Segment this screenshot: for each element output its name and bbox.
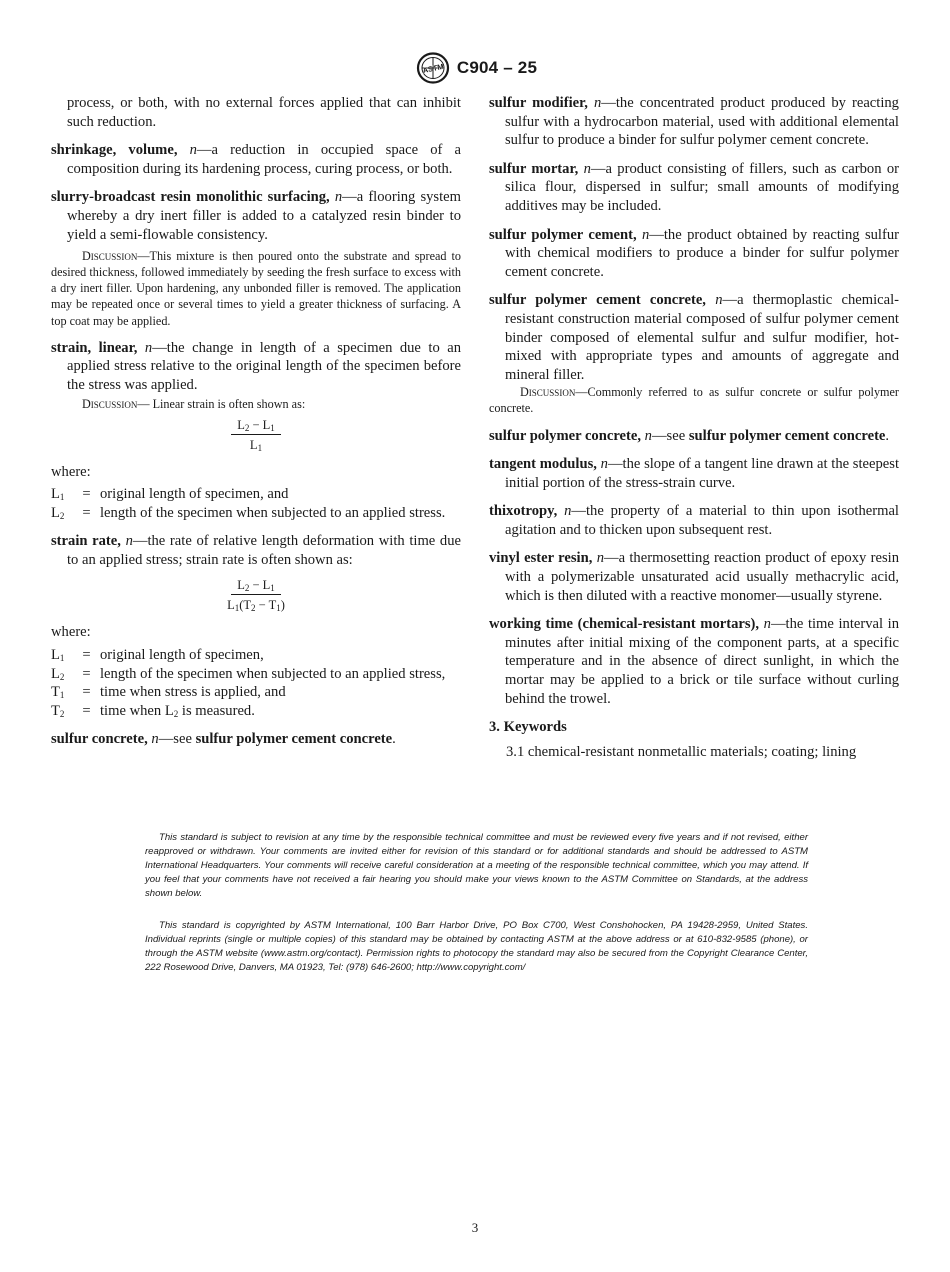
term-entry-sulfur-polymer-cement — [489, 226, 899, 282]
term-entry-shrinkage-volume — [51, 141, 461, 178]
formula-numerator: $L_2 - L_1$ — [231, 417, 281, 435]
part-of-speech: n — [144, 339, 153, 356]
definition: —a thermosetting reaction product of epoxy resin with a polymerizable unsaturated acid usually methacrylic acid, which is then diluted with a reactive monomer—usually styrene. — [505, 550, 899, 604]
part-of-speech: n — [151, 731, 159, 748]
term: shrinkage, volume, — [51, 142, 178, 159]
term-entry-strain-rate — [51, 532, 461, 569]
discussion-text: —Commonly referred to as sulfur concrete or sulfur polymer concrete. — [489, 385, 899, 416]
continued-paragraph: process, or both, with no external forces applied that can inhibit such reduction. — [67, 95, 461, 130]
symbol: $T_2$ — [51, 702, 65, 719]
definition: —the change in length of a specimen due to an applied stress relative to the original length of the specimen before the stress was applied. — [67, 339, 461, 393]
part-of-speech: n — [334, 189, 343, 206]
page-header — [0, 52, 950, 84]
definition: —the concentrated product produced by reacting sulfur with a hydrocarbon material, used with additional elemental sulfur to produce a binder for sulfur polymer cement concrete. — [505, 95, 899, 149]
term-entry-thixotropy — [489, 502, 899, 539]
term-entry-sulfur-mortar — [489, 160, 899, 216]
discussion-note — [51, 248, 461, 328]
definition: —the product obtained by reacting sulfur with chemical modifiers to produce a binder for sulfur polymer cement concrete. — [505, 226, 899, 280]
left-column — [51, 94, 461, 759]
symbol-definition: original length of specimen, and — [100, 486, 289, 503]
symbol-definition: time when stress is applied, and — [100, 684, 286, 701]
part-of-speech: n — [763, 616, 771, 633]
definition-row — [51, 665, 461, 684]
part-of-speech: n — [644, 427, 652, 444]
term: tangent modulus, — [489, 456, 597, 473]
section-heading-keywords: 3. Keywords — [489, 719, 567, 736]
symbol-definition: original length of specimen, — [100, 647, 264, 664]
part-of-speech: n — [641, 226, 650, 243]
see-text: —see — [158, 731, 196, 748]
discussion-note — [489, 384, 899, 416]
discussion-note — [51, 396, 461, 412]
term-entry-sulfur-concrete: sulfur concrete, n—see sulfur polymer cement concrete. — [51, 731, 396, 748]
definition-row — [51, 485, 461, 504]
part-of-speech: n — [583, 160, 591, 177]
term: slurry-broadcast resin monolithic surfacing, — [51, 189, 330, 206]
term-entry-sulfur-polymer-cement-concrete — [489, 291, 899, 384]
term: sulfur polymer cement concrete, — [489, 292, 706, 309]
term: sulfur mortar, — [489, 160, 579, 177]
term: strain rate, — [51, 533, 121, 550]
discussion-text: — Linear strain is often shown as: — [137, 397, 306, 412]
term-entry-sulfur-modifier — [489, 94, 899, 150]
part-of-speech: n — [125, 533, 133, 550]
definition-row — [51, 702, 461, 721]
definition: —the slope of a tangent line drawn at the steepest initial portion of the stress-strain curve. — [505, 456, 899, 491]
term-entry-sulfur-polymer-concrete: sulfur polymer concrete, n—see sulfur polymer cement concrete. — [489, 427, 890, 444]
definition-row — [51, 683, 461, 702]
term: working time (chemical-resistant mortars), — [489, 616, 760, 633]
definition: —a thermoplastic chemical-resistant construction material composed of sulfur polymer cement binder composed of elemental sulfur and sulfur modifier, hot-mixed with appropriate types and amounts of aggregate and mineral filler. — [505, 292, 899, 383]
linear-strain-formula — [51, 417, 461, 453]
term: sulfur concrete, — [51, 731, 148, 748]
term-entry-slurry-broadcast — [51, 188, 461, 244]
term-entry-strain-linear — [51, 339, 461, 395]
discussion-label: Discussion — [82, 397, 138, 412]
term-entry-tangent-modulus — [489, 455, 899, 492]
formula-denominator: $L_1$ — [249, 437, 263, 453]
equals: = — [82, 486, 91, 503]
part-of-speech: n — [596, 550, 604, 567]
symbol-definition: time when $L_2$ is measured. — [100, 702, 255, 719]
formula-denominator: $L_1(T_2 - T_1)$ — [227, 598, 285, 614]
symbol: $L_2$ — [51, 665, 65, 682]
formula-numerator: $L_2 - L_1$ — [231, 577, 281, 595]
definition: —the property of a material to thin upon isothermal agitation and to thicken upon subsequent rest. — [505, 503, 899, 538]
symbol: $L_2$ — [51, 504, 65, 521]
term: sulfur polymer cement, — [489, 226, 637, 243]
part-of-speech: n — [189, 142, 197, 159]
cross-reference: sulfur polymer cement concrete — [688, 427, 886, 444]
discussion-label: Discussion — [520, 385, 576, 400]
symbol: $L_1$ — [51, 647, 65, 664]
variable-definitions — [51, 646, 461, 720]
equals: = — [82, 504, 91, 521]
definition: —the rate of relative length deformation with time due to an applied stress; strain rate is often shown as: — [67, 533, 461, 568]
term: sulfur modifier, — [489, 95, 588, 111]
revision-notice: This standard is subject to revision at any time by the responsible technical committee and must be reviewed every five years and if not revised, either reapproved or withdrawn. Your comments are invited either for revision of this standard or for additional standards and should be addressed to ASTM International Headquarters. Your comments will receive careful consideration at a meeting of the responsible technical committee, which you may attend. If you feel that your comments have not received a fair hearing you should make your views known to the ASTM Committee on Standards, at the address shown below. — [145, 832, 808, 899]
definition: —the time interval in minutes after initial mixing of the component parts, at a specific temperature and in the absence of direct sunlight, in which the mortar may be applied to a brick or tile surface without curling behind the trowel. — [505, 616, 899, 707]
term: sulfur polymer concrete, — [489, 427, 641, 444]
equals: = — [82, 647, 91, 664]
keywords-text: 3.1 chemical-resistant nonmetallic materials; coating; lining — [506, 743, 857, 760]
page-number: 3 — [471, 1220, 479, 1235]
term: thixotropy, — [489, 503, 558, 520]
copyright-notice: This standard is copyrighted by ASTM International, 100 Barr Harbor Drive, PO Box C700, West Conshohocken, PA 19428-2959, United States. Individual reprints (single or multiple copies) of this standard may be obtained by contacting ASTM at the above address or at 610-832-9585 (phone), or through the ASTM website (www.astm.org/contact). Permission rights to photocopy the standard may also be secured from the Copyright Clearance Center, 222 Rosewood Drive, Danvers, MA 01923, Tel: (978) 646-2600; http://www.copyright.com/ — [145, 920, 808, 973]
symbol: $L_1$ — [51, 486, 65, 503]
symbol-definition: length of the specimen when subjected to an applied stress. — [100, 504, 446, 521]
part-of-speech: n — [600, 456, 608, 473]
symbol: $T_1$ — [51, 684, 65, 701]
astm-logo-icon — [413, 52, 453, 84]
right-column — [489, 94, 899, 761]
symbol-definition: length of the specimen when subjected to an applied stress, — [100, 665, 446, 682]
equals: = — [82, 702, 91, 719]
term-entry-working-time — [489, 615, 899, 708]
cross-reference: sulfur polymer cement concrete — [195, 731, 393, 748]
part-of-speech: n — [715, 292, 723, 309]
part-of-speech: n — [593, 95, 602, 111]
equals: = — [82, 665, 91, 682]
variable-definitions — [51, 485, 461, 522]
part-of-speech: n — [564, 503, 572, 520]
definition: —a flooring system whereby a dry inert filler is added to a catalyzed resin binder to yield a semi-flowable consistency. — [67, 189, 461, 243]
where-label: where: — [51, 463, 91, 480]
term-entry-vinyl-ester-resin — [489, 549, 899, 605]
term: strain, linear, — [51, 339, 138, 356]
strain-rate-formula — [51, 577, 461, 613]
logo-text: ASTM — [421, 61, 445, 76]
definition-row — [51, 646, 461, 665]
where-label: where: — [51, 624, 91, 641]
see-text: —see — [651, 427, 689, 444]
definition: —a product consisting of fillers, such as carbon or silica flour, dispersed in sulfur; small amounts of modifying additives may be included. — [505, 160, 900, 214]
discussion-label: Discussion — [82, 249, 138, 264]
standard-designation: C904 – 25 — [456, 58, 538, 77]
equals: = — [82, 684, 91, 701]
term: vinyl ester resin, — [489, 550, 593, 567]
definition: —a reduction in occupied space of a composition during its hardening process, curing process, or both. — [67, 142, 461, 177]
definition-row — [51, 504, 461, 523]
discussion-text: —This mixture is then poured onto the substrate and spread to desired thickness, followed immediately by seeding the fresh surface to excess with a dry inert filler. Upon hardening, any unbonded filler is removed. The application may be repeated once or several times to yield a greater thickness of surfacing. A top coat may be applied. — [51, 249, 461, 328]
